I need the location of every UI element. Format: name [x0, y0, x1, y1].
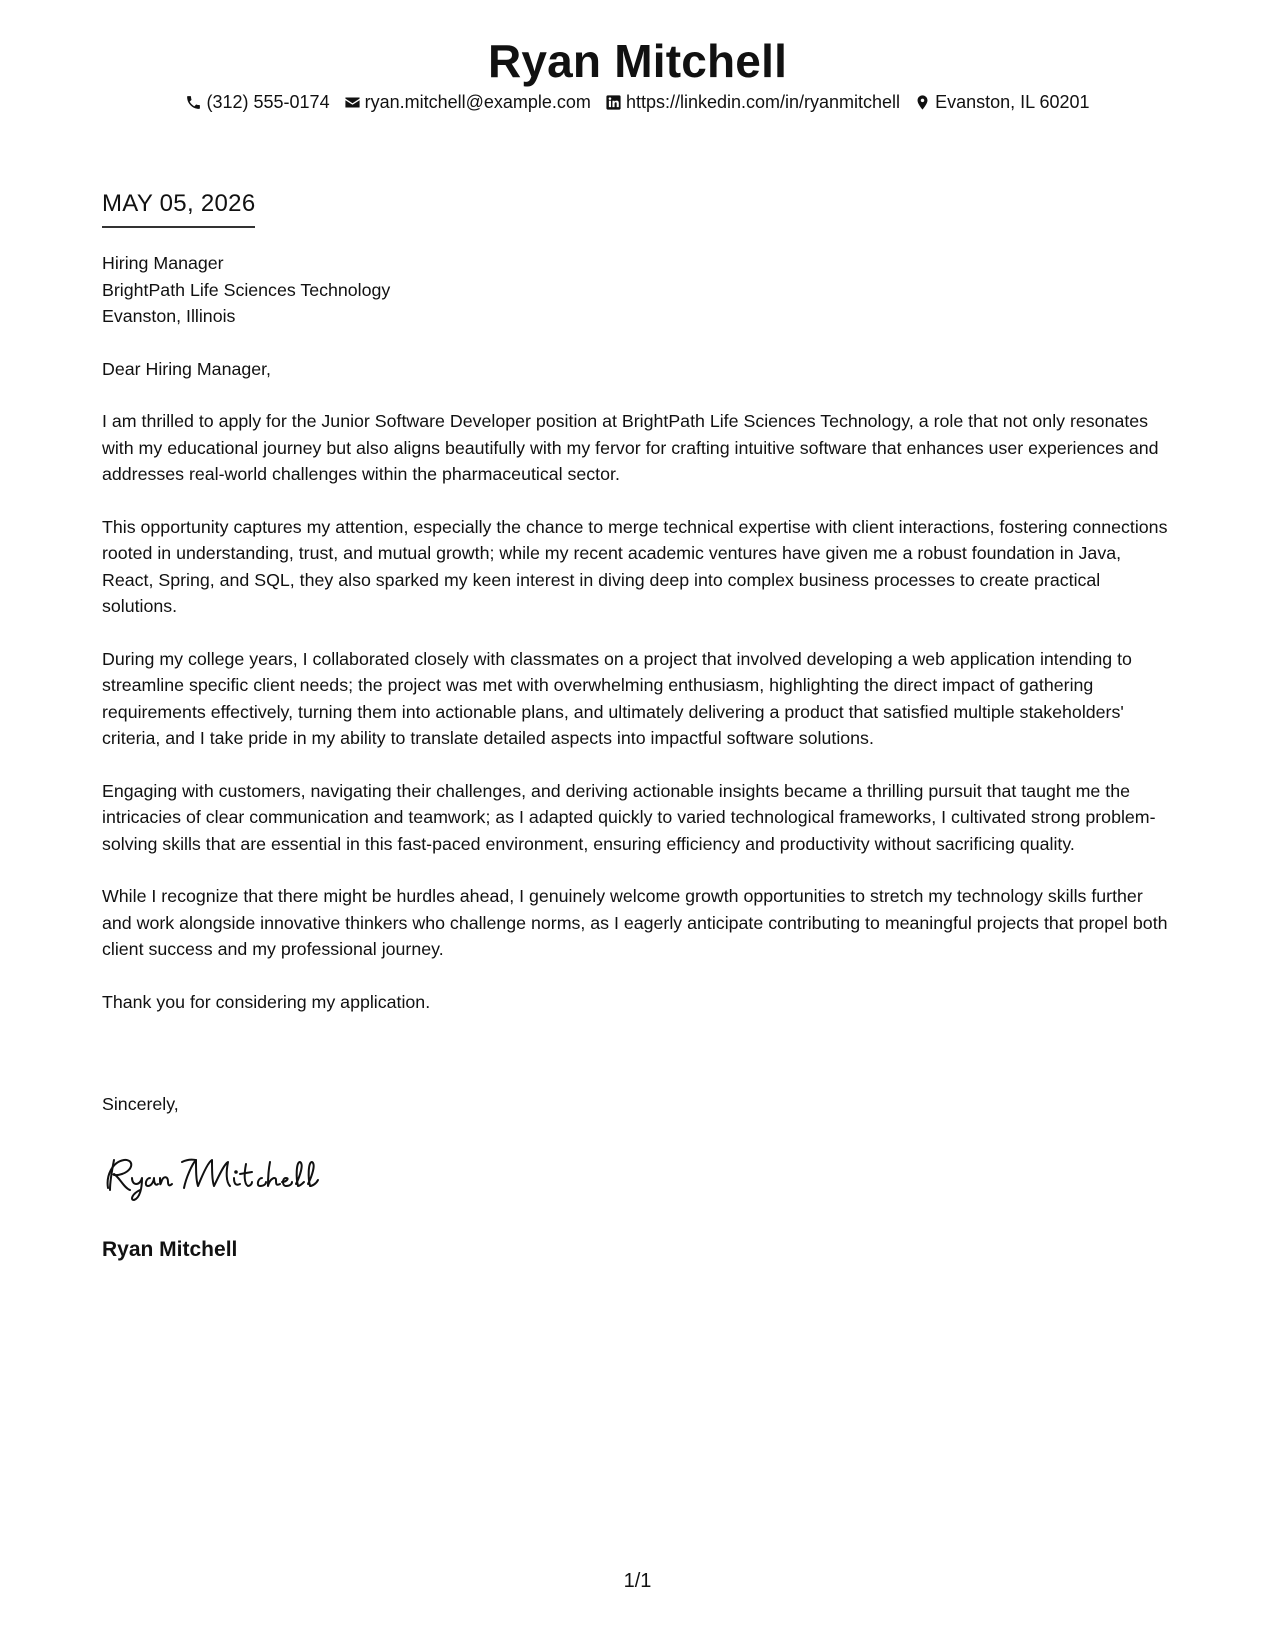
email-text: ryan.mitchell@example.com [364, 92, 591, 112]
signature-drawing [100, 1148, 330, 1204]
applicant-name-heading: Ryan Mitchell [487, 35, 788, 87]
contact-location [914, 92, 1089, 113]
salutation: Dear Hiring Manager, [102, 358, 271, 379]
paragraph-4: Engaging with customers, navigating their challenges, and deriving actionable insights became a thrilling pursuit that taught me the intricacies of clear communication and teamwork; as I adapted quickly to varied technological frameworks, I cultivated strong problem-solving skills that are essential in this fast-paced environment, ensuring efficiency and productivity without sacrificing quality. [102, 780, 1156, 854]
linkedin-icon [605, 94, 622, 111]
paragraph-thanks: Thank you for considering my application. [102, 991, 431, 1012]
paragraph-2: This opportunity captures my attention, especially the chance to merge technical expertise with client interactions, fostering connections rooted in understanding, trust, and mutual growth; while my recent academic ventures have given me a robust foundation in Java, React, Spring, and SQL, they also sparked my keen interest in diving deep into complex business processes to create practical solutions. [102, 516, 1168, 616]
handwritten-signature [100, 1148, 330, 1204]
signer-name: Ryan Mitchell [102, 1238, 238, 1261]
paragraph-3: During my college years, I collaborated closely with classmates on a project that involved developing a web application intending to streamline specific client needs; the project was met with overwhelming enthusiasm, highlighting the direct impact of gathering requirements effectively, turning them into actionable plans, and ultimately delivering a product that satisfied multiple stakeholders' criteria, and I take pride in my ability to translate detailed aspects into impactful software solutions. [102, 648, 1132, 748]
closing: Sincerely, [102, 1094, 179, 1114]
phone-text: (312) 555-0174 [206, 92, 330, 112]
letter-date: MAY 05, 2026 [102, 190, 255, 228]
phone-icon [185, 94, 202, 111]
linkedin-text: https://linkedin.com/in/ryanmitchell [625, 92, 901, 112]
page-number: 1/1 [623, 1570, 652, 1592]
paragraph-1: I am thrilled to apply for the Junior Software Developer position at BrightPath Life Sciences Technology, a role that not only resonates with my educational journey but also aligns beautifully with my fervor for crafting intuitive software that enhances user experiences and addresses real-world challenges within the pharmaceutical sector. [102, 411, 1159, 484]
letter-body [102, 250, 1170, 1015]
contact-bar [0, 92, 1275, 113]
recipient-company: BrightPath Life Sciences Technology [102, 279, 391, 300]
recipient-location: Evanston, Illinois [102, 306, 236, 326]
paragraph-5: While I recognize that there might be hurdles ahead, I genuinely welcome growth opportunities to stretch my technology skills further and work alongside innovative thinkers who challenge norms, as I eagerly anticipate contributing to meaningful projects that propel both client success and my professional journey. [102, 886, 1168, 959]
contact-phone [185, 92, 329, 113]
map-marker-icon [914, 94, 931, 111]
recipient-block [102, 250, 1170, 330]
location-text: Evanston, IL 60201 [935, 92, 1090, 112]
recipient-title: Hiring Manager [102, 253, 224, 273]
envelope-icon [344, 94, 361, 111]
contact-email [344, 92, 591, 113]
contact-linkedin [605, 92, 900, 113]
